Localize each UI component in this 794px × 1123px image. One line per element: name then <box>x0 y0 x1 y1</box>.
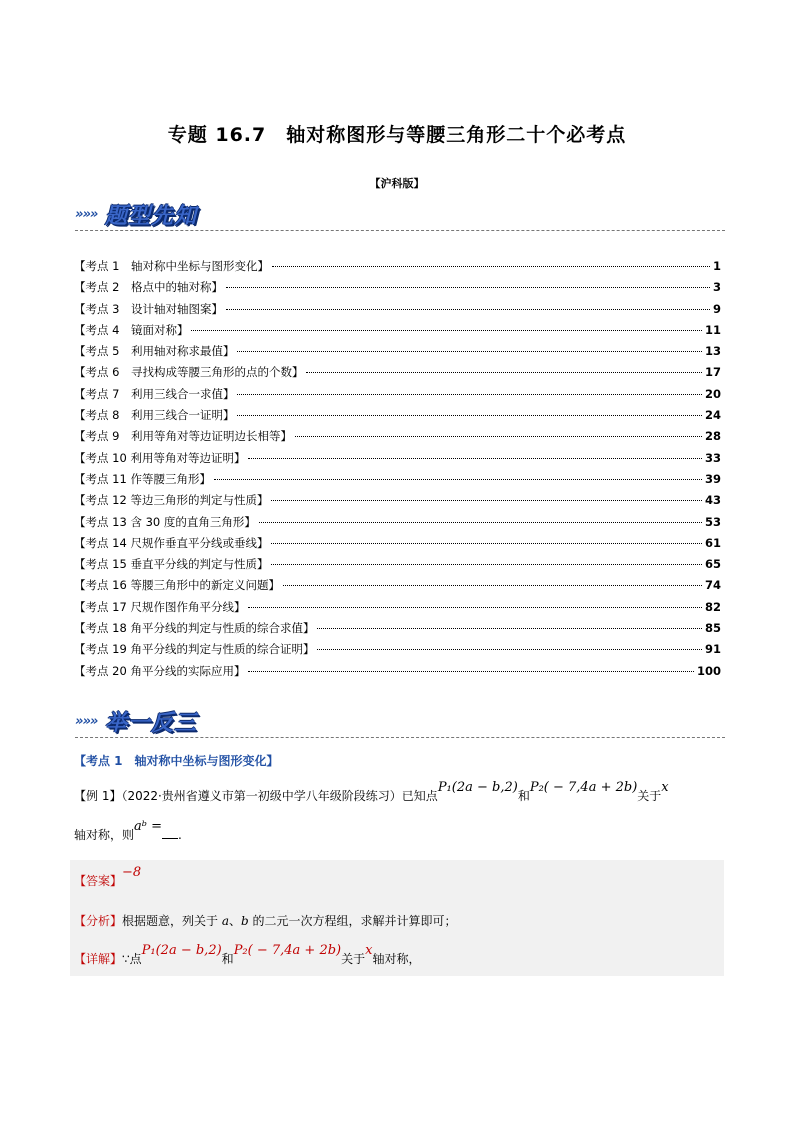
toc-leader <box>237 394 702 395</box>
detail-tag: 【详解】 <box>74 952 123 966</box>
banner-divider <box>75 230 725 231</box>
toc-leader <box>248 458 702 459</box>
toc-item-label: 【考点 7 利用三线合一求值】 <box>74 386 235 401</box>
toc-item-page: 13 <box>704 344 721 359</box>
toc-item-label: 【考点 2 格点中的轴对称】 <box>74 280 223 295</box>
toc-leader <box>248 671 694 672</box>
detail-x-var: x <box>365 943 373 958</box>
analysis-text-2: 的二元一次方程组，求解并计算即可； <box>248 914 457 928</box>
toc-item-page: 91 <box>704 642 721 657</box>
toc-leader <box>283 585 702 586</box>
examples-banner <box>75 706 725 740</box>
toc-item-page: 1 <box>712 259 721 273</box>
toc-item-label: 【考点 3 设计轴对轴图案】 <box>74 301 223 316</box>
toc-item[interactable] <box>74 556 721 577</box>
toc-item-label: 【考点 11 作等腰三角形】 <box>74 471 211 486</box>
point-p1: P₁(2a − b,2) <box>437 780 518 795</box>
about-text: 关于 <box>637 789 662 803</box>
toc-leader <box>191 330 702 331</box>
toc-item[interactable] <box>74 407 721 428</box>
detail-prefix: ∵点 <box>122 952 142 966</box>
and-text: 和 <box>517 789 530 803</box>
toc-item[interactable] <box>74 343 721 364</box>
toc-leader <box>295 436 702 437</box>
toc-item[interactable] <box>74 641 721 662</box>
detail-and: 和 <box>221 952 234 966</box>
example-tag: 【例 1】 <box>74 789 122 803</box>
toc-item[interactable] <box>74 428 721 449</box>
toc-banner-title: 题型先知 <box>105 204 198 229</box>
detail-point-p2: P₂( − 7,4a + 2b) <box>233 943 342 958</box>
toc-item[interactable] <box>74 514 721 535</box>
banner-divider <box>75 737 725 738</box>
toc-item[interactable] <box>74 577 721 598</box>
toc-item-page: 85 <box>704 621 721 636</box>
banner-arrows-icon: »»» <box>75 714 98 729</box>
detail-about: 关于 <box>341 952 366 966</box>
toc-item[interactable] <box>74 471 721 492</box>
toc-leader <box>226 287 710 288</box>
answer-value: −8 <box>122 865 142 880</box>
toc-item-label: 【考点 4 镜面对称】 <box>74 322 189 337</box>
var-b: b <box>241 914 249 928</box>
toc-leader <box>317 649 702 650</box>
toc-leader <box>272 266 710 267</box>
toc-leader <box>237 351 702 352</box>
toc-item-page: 11 <box>704 322 721 337</box>
toc-item-page: 61 <box>704 535 721 550</box>
table-of-contents <box>74 258 721 684</box>
toc-item[interactable] <box>74 620 721 641</box>
toc-item[interactable] <box>74 279 721 300</box>
toc-leader <box>237 415 702 416</box>
answer-line <box>74 865 142 889</box>
toc-leader <box>271 500 702 501</box>
section-heading: 【考点 1 轴对称中坐标与图形变化】 <box>74 754 279 768</box>
toc-item-page: 9 <box>712 301 721 316</box>
toc-leader <box>259 522 702 523</box>
toc-item-page: 74 <box>704 578 721 593</box>
toc-item[interactable] <box>74 492 721 513</box>
toc-item[interactable] <box>74 599 721 620</box>
analysis-text-1: 根据题意，列关于 <box>122 914 222 928</box>
point-p2: P₂( − 7,4a + 2b) <box>529 780 638 795</box>
toc-item-label: 【考点 19 角平分线的判定与性质的综合证明】 <box>74 642 315 657</box>
toc-leader <box>226 309 710 310</box>
toc-item-label: 【考点 12 等边三角形的判定与性质】 <box>74 493 269 508</box>
x-axis-var: x <box>661 780 669 795</box>
toc-item[interactable] <box>74 258 721 279</box>
toc-item-label: 【考点 20 角平分线的实际应用】 <box>74 663 246 678</box>
edition-label: 【沪科版】 <box>369 177 425 190</box>
toc-item[interactable] <box>74 535 721 556</box>
toc-item-page: 82 <box>704 599 721 614</box>
examples-banner-title: 举一反三 <box>105 711 198 736</box>
toc-item[interactable] <box>74 450 721 471</box>
toc-item-page: 17 <box>704 365 721 380</box>
toc-item-label: 【考点 17 尺规作图作角平分线】 <box>74 599 246 614</box>
toc-item-label: 【考点 18 角平分线的判定与性质的综合求值】 <box>74 621 315 636</box>
toc-leader <box>317 628 702 629</box>
example-line-2 <box>74 819 724 846</box>
example-source: （2022·贵州省遵义市第一初级中学八年级阶段练习）已知点 <box>121 789 438 803</box>
toc-leader <box>248 607 702 608</box>
toc-item-page: 43 <box>704 493 721 508</box>
toc-item-page: 3 <box>712 280 721 295</box>
toc-item[interactable] <box>74 364 721 385</box>
toc-item-label: 【考点 5 利用轴对称求最值】 <box>74 344 235 359</box>
toc-item-label: 【考点 13 含 30 度的直角三角形】 <box>74 514 256 529</box>
toc-leader <box>214 479 702 480</box>
analysis-sep: 、 <box>229 914 242 928</box>
toc-item[interactable] <box>74 301 721 322</box>
toc-item-label: 【考点 16 等腰三角形中的新定义问题】 <box>74 578 280 593</box>
toc-item-page: 65 <box>704 557 721 572</box>
toc-leader <box>306 372 702 373</box>
toc-item-page: 39 <box>704 471 721 486</box>
toc-item-label: 【考点 10 利用等角对等边证明】 <box>74 450 246 465</box>
banner-arrows-icon: »»» <box>75 207 98 222</box>
var-a: a <box>221 914 229 928</box>
toc-item-label: 【考点 9 利用等角对等边证明边长相等】 <box>74 429 292 444</box>
toc-leader <box>271 564 702 565</box>
document-title: 专题 16.7 轴对称图形与等腰三角形二十个必考点 <box>167 124 627 146</box>
answer-blank[interactable] <box>162 826 178 839</box>
toc-item-label: 【考点 15 垂直平分线的判定与性质】 <box>74 557 269 572</box>
expression-ab: aᵇ = <box>134 819 162 834</box>
analysis-line <box>74 912 457 929</box>
toc-item[interactable] <box>74 663 721 684</box>
toc-leader <box>271 543 702 544</box>
toc-item-label: 【考点 8 利用三线合一证明】 <box>74 408 235 423</box>
example-1 <box>74 780 724 846</box>
symmetry-text: 轴对称，则 <box>74 828 135 842</box>
detail-line <box>74 943 421 967</box>
toc-item-label: 【考点 14 尺规作垂直平分线或垂线】 <box>74 535 269 550</box>
answer-tag: 【答案】 <box>74 874 123 888</box>
toc-item-label: 【考点 6 寻找构成等腰三角形的点的个数】 <box>74 365 304 380</box>
toc-item[interactable] <box>74 322 721 343</box>
toc-item-page: 100 <box>696 663 721 678</box>
toc-item-page: 20 <box>704 386 721 401</box>
detail-suffix: 轴对称， <box>372 952 421 966</box>
toc-item-page: 24 <box>704 408 721 423</box>
toc-item-page: 33 <box>704 450 721 465</box>
example-line-1 <box>74 780 724 807</box>
analysis-tag: 【分析】 <box>74 914 123 928</box>
toc-item[interactable] <box>74 386 721 407</box>
toc-banner <box>75 199 725 233</box>
detail-point-p1: P₁(2a − b,2) <box>141 943 222 958</box>
toc-item-page: 28 <box>704 429 721 444</box>
toc-item-page: 53 <box>704 514 721 529</box>
period: . <box>178 828 182 842</box>
toc-item-label: 【考点 1 轴对称中坐标与图形变化】 <box>74 259 269 273</box>
